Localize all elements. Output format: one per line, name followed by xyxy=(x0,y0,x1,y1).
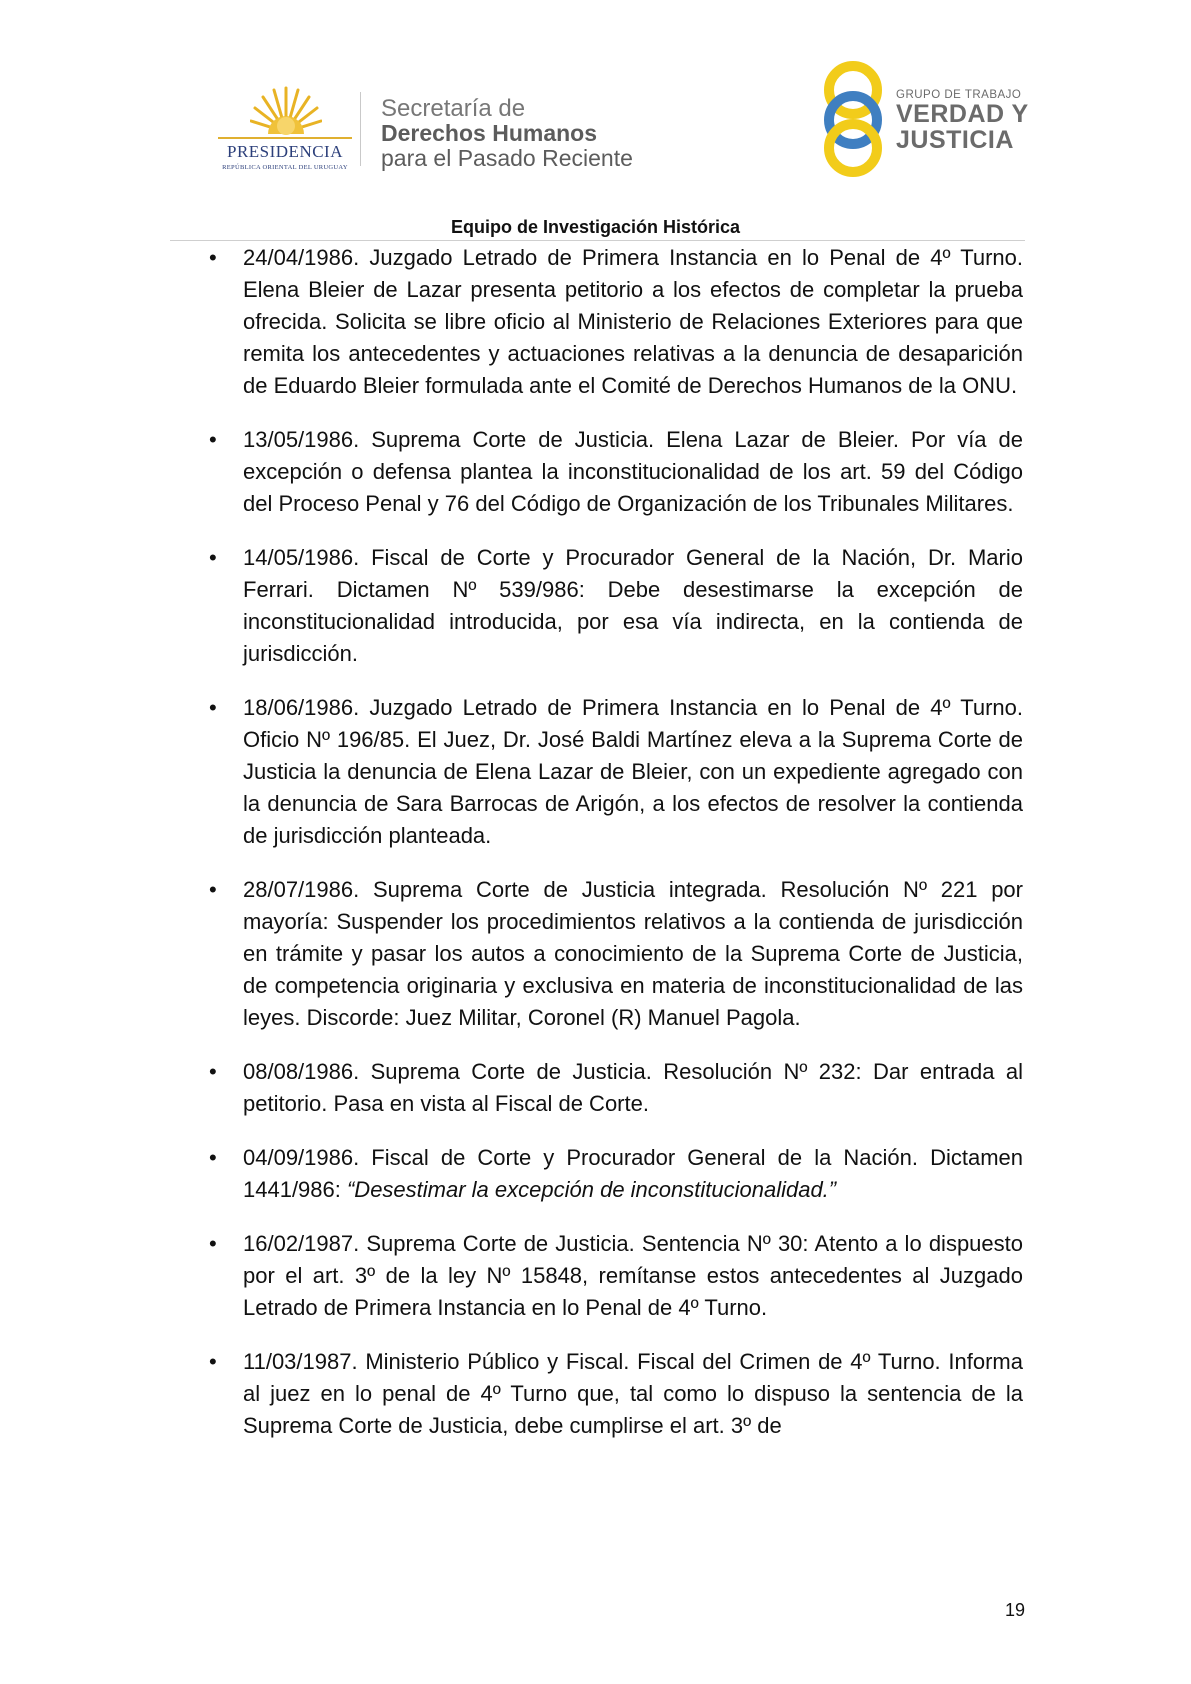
page-header xyxy=(0,0,1191,237)
list-item xyxy=(0,1056,1191,1120)
presidencia-logo xyxy=(210,86,360,172)
bullet-icon: • xyxy=(209,877,217,902)
list-item xyxy=(0,242,1191,402)
entry-text: 11/03/1987. Ministerio Público y Fiscal. Fiscal del Crimen de 4º Turno. Informa al juez en lo penal de 4º Turno que, tal como lo dispuso la sentencia de la Suprema Corte de Justicia, debe cumplirse el art. 3º de xyxy=(243,1349,1023,1438)
list-item xyxy=(0,1346,1191,1442)
entry-text: 28/07/1986. Suprema Corte de Justicia integrada. Resolución Nº 221 por mayoría: Suspender los procedimientos relativos a la contienda de jurisdicción en trámite y pasar los autos a conocimiento de la Suprema Corte de Justicia, de competencia originaria y exclusiva en materia de inconstitucionalidad de las leyes. Discorde: Juez Militar, Coronel (R) Manuel Pagola. xyxy=(243,877,1023,1030)
presidencia-subtitle: REPÚBLICA ORIENTAL DEL URUGUAY xyxy=(222,164,348,171)
grupo-line1: GRUPO DE TRABAJO xyxy=(896,89,1022,101)
grupo-line3: JUSTICIA xyxy=(896,126,1014,154)
list-item xyxy=(0,424,1191,520)
header-rule xyxy=(170,240,1025,241)
list-item xyxy=(0,874,1191,1034)
entry-text: 08/08/1986. Suprema Corte de Justicia. Resolución Nº 232: Dar entrada al petitorio. Pasa en vista al Fiscal de Corte. xyxy=(243,1059,1023,1116)
grupo-line2: VERDAD Y xyxy=(896,100,1029,128)
header-divider xyxy=(360,92,361,166)
entry-text: 18/06/1986. Juzgado Letrado de Primera Instancia en lo Penal de 4º Turno. Oficio Nº 196/85. El Juez, Dr. José Baldi Martínez eleva a la Suprema Corte de Justicia la denuncia de Elena Lazar de Bleier, con un expediente agregado con la denuncia de Sara Barrocas de Arigón, a los efectos de resolver la contienda de jurisdicción planteada. xyxy=(243,695,1023,848)
entry-text: 24/04/1986. Juzgado Letrado de Primera Instancia en lo Penal de 4º Turno. Elena Bleier de Lazar presenta petitorio a los efectos de completar la prueba ofrecida. Solicita se libre oficio al Ministerio de Relaciones Exteriores para que remita los antecedentes y actuaciones relativas a la denuncia de desaparición de Eduardo Bleier formulada ante el Comité de Derechos Humanos de la ONU. xyxy=(243,245,1023,398)
bullet-icon: • xyxy=(209,1145,217,1170)
presidencia-rule xyxy=(218,137,352,139)
bullet-icon: • xyxy=(209,695,217,720)
bullet-icon: • xyxy=(209,545,217,570)
entry-text: 16/02/1987. Suprema Corte de Justicia. Sentencia Nº 30: Atento a lo dispuesto por el art. 3º de la ley Nº 15848, remítanse estos antecedentes al Juzgado Letrado de Primera Instancia en lo Penal de 4º Turno. xyxy=(243,1231,1023,1320)
bullet-icon: • xyxy=(209,1059,217,1084)
verdad-justicia-logo-icon xyxy=(818,58,888,178)
entry-text-main: 04/09/1986. Fiscal de Corte y Procurador General de la Nación. Dictamen 1441/986: xyxy=(243,1145,1023,1202)
secretaria-line2: Derechos Humanos xyxy=(381,120,598,146)
team-title: Equipo de Investigación Histórica xyxy=(450,217,741,237)
chronology-list xyxy=(0,242,1191,1464)
secretaria-line1: Secretaría de xyxy=(381,95,526,122)
presidencia-name: PRESIDENCIA xyxy=(226,142,343,161)
bullet-icon: • xyxy=(209,1231,217,1256)
secretaria-logo-text xyxy=(381,96,633,171)
secretaria-line3: para el Pasado Reciente xyxy=(381,145,633,171)
list-item xyxy=(0,542,1191,670)
verdad-justicia-logo-text xyxy=(896,89,1029,153)
bullet-icon: • xyxy=(209,245,217,270)
bullet-icon: • xyxy=(209,1349,217,1374)
list-item xyxy=(0,1142,1191,1206)
list-item xyxy=(0,692,1191,852)
bullet-icon: • xyxy=(209,427,217,452)
list-item xyxy=(0,1228,1191,1324)
entry-text: 14/05/1986. Fiscal de Corte y Procurador General de la Nación, Dr. Mario Ferrari. Dictamen Nº 539/986: Debe desestimarse la excepción de inconstitucionalidad introducida, por esa vía indirecta, en la contienda de jurisdicción. xyxy=(243,545,1023,666)
sun-icon xyxy=(250,86,322,136)
entry-quote: “Desestimar la excepción de inconstitucionalidad.” xyxy=(346,1177,837,1202)
page-number: 19 xyxy=(1004,1600,1025,1620)
entry-text xyxy=(243,1142,1023,1206)
entry-text: 13/05/1986. Suprema Corte de Justicia. Elena Lazar de Bleier. Por vía de excepción o defensa plantea la inconstitucionalidad de los art. 59 del Código del Proceso Penal y 76 del Código de Organización de los Tribunales Militares. xyxy=(243,427,1023,516)
